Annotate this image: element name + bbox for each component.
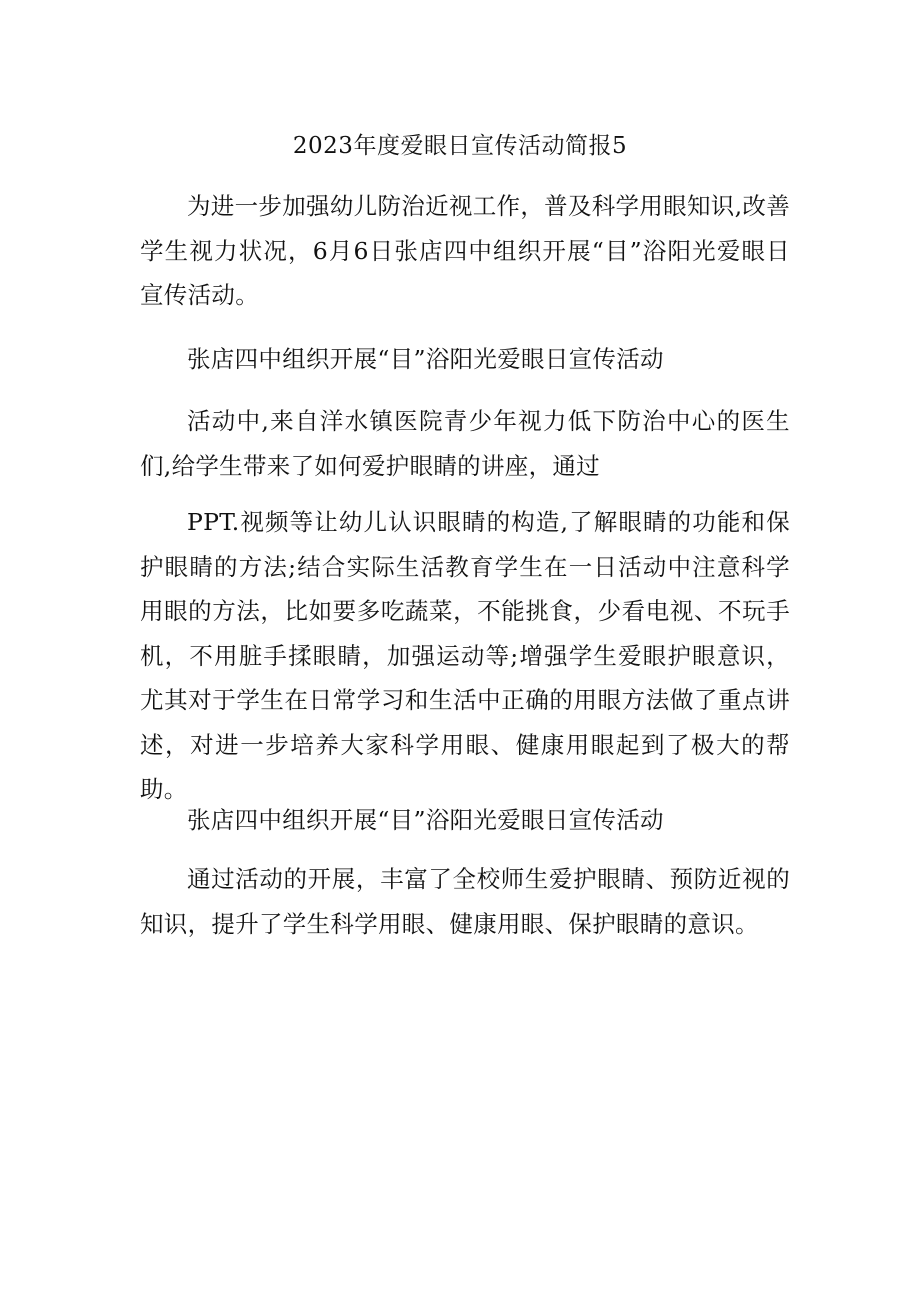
paragraph-activity: 活动中,来自洋水镇医院青少年视力低下防治中心的医生们,给学生带来了如何爱护眼睛的讲座，通过: [140, 407, 790, 480]
paragraph-intro: 为进一步加强幼儿防治近视工作，普及科学用眼知识,改善学生视力状况，6月6日张店四中组织开展“目”浴阳光爱眼日宣传活动。: [140, 192, 790, 309]
section-heading-1: 张店四中组织开展“目”浴阳光爱眼日宣传活动: [187, 345, 664, 373]
document-title: 2023年度爱眼日宣传活动简报5: [292, 133, 628, 159]
paragraph-details: PPT.视频等让幼儿认识眼睛的构造,了解眼睛的功能和保护眼睛的方法;结合实际生活教育学生在一日活动中注意科学用眼的方法，比如要多吃蔬菜，不能挑食，少看电视、不玩手机，不用脏手揉眼睛，加强运动等;增强学生爱眼护眼意识，尤其对于学生在日常学习和生活中正确的用眼方法做了重点讲述，对进一步培养大家科学用眼、健康用眼起到了极大的帮助。: [140, 508, 790, 803]
section-heading-2: 张店四中组织开展“目”浴阳光爱眼日宣传活动: [187, 806, 664, 834]
paragraph-conclusion: 通过活动的开展，丰富了全校师生爱护眼睛、预防近视的知识，提升了学生科学用眼、健康用眼、保护眼睛的意识。: [140, 865, 790, 938]
